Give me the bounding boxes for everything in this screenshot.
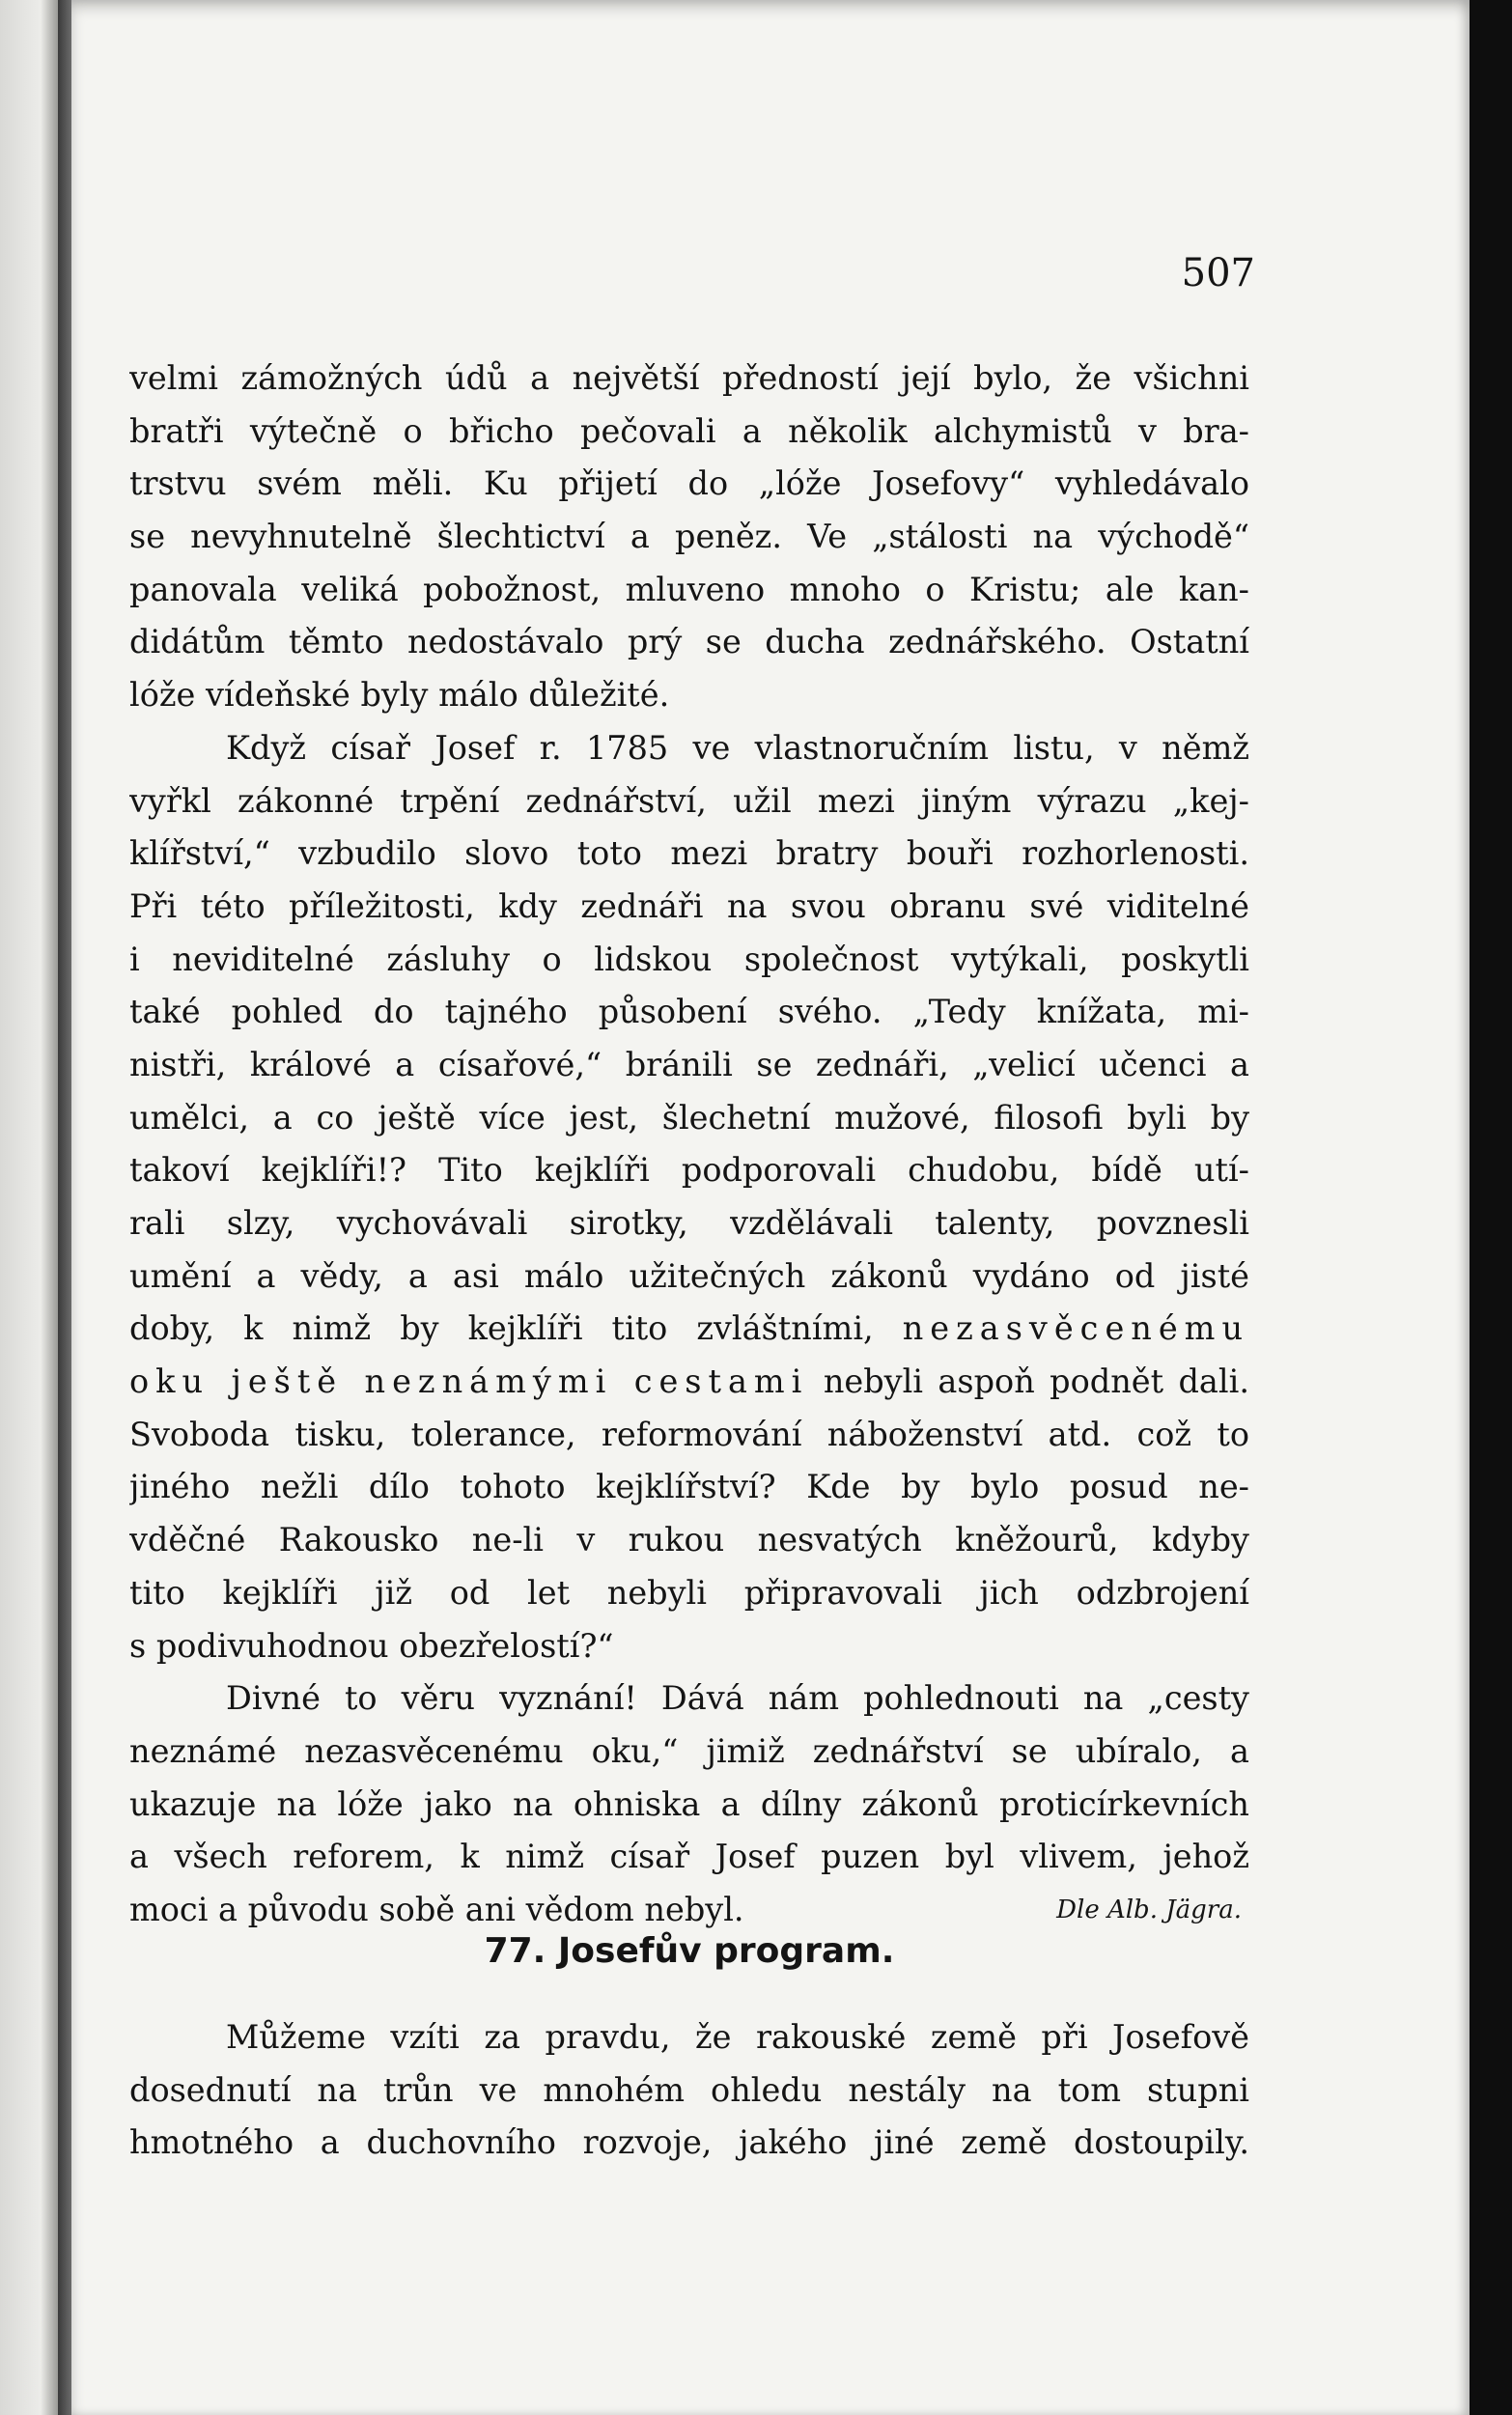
text-line: s podivuhodnou obezřelostí?“	[129, 1626, 614, 1665]
text-line: dosednutí na trůn ve mnohém ohledu nestály na tom stupni	[129, 2070, 1249, 2109]
text-line: trstvu svém měli. Ku přijetí do „lóže Josefovy“ vyhledávalo	[129, 464, 1249, 503]
text-line: bratři výtečně o břicho pečovali a několik alchymistů v bra-	[129, 411, 1249, 450]
text-line: vděčné Rakousko ne-li v rukou nesvatých kněžourů, kdyby	[129, 1521, 1249, 1559]
text-line: Když císař Josef r. 1785 ve vlastnoručním listu, v němž	[226, 728, 1249, 767]
text-segment: doby, k nimž by kejklíři tito zvláštními,	[129, 1309, 874, 1348]
text-line: umění a vědy, a asi málo užitečných zákonů vydáno od jisté	[129, 1256, 1249, 1295]
text-line-with-citation	[129, 1884, 1249, 1937]
left-page-edge	[0, 0, 58, 2415]
text-line: se nevyhnutelně šlechtictví a peněz. Ve „stálosti na východě“	[129, 518, 1249, 556]
text-line: lóže vídeňské byly málo důležité.	[129, 676, 670, 715]
body-text	[129, 352, 1249, 1937]
text-line: vyřkl zákonné trpění zednářství, užil mezi jiným výrazu „kej-	[129, 781, 1249, 820]
text-line: umělci, a co ještě více jest, šlechetní mužové, filosofi byli by	[129, 1098, 1249, 1137]
text-line: takoví kejklíři!? Tito kejklíři podporovali chudobu, bídě utí-	[129, 1151, 1249, 1190]
text-line: Divné to věru vyznání! Dává nám pohlednouti na „cesty	[226, 1679, 1249, 1718]
text-line: ukazuje na lóže jako na ohniska a dílny zákonů proticírkevních	[129, 1784, 1249, 1823]
text-line: hmotného a duchovního rozvoje, jakého jiné země dostoupily.	[129, 2123, 1249, 2162]
scan-border	[1470, 0, 1512, 2415]
spaced-emphasis: oku ještě neznámými cestami	[129, 1362, 809, 1401]
text-line: rali slzy, vychovávali sirotky, vzdělávali talenty, povznesli	[129, 1204, 1249, 1242]
section-text	[129, 2011, 1249, 2170]
spaced-emphasis: nezasvěcenému	[902, 1309, 1249, 1348]
page-number: 507	[1181, 251, 1255, 295]
text-line: jiného nežli dílo tohoto kejklířství? Kde by bylo posud ne-	[129, 1468, 1249, 1506]
text-line: nistři, králové a císařové,“ bránili se zednáři, „velicí učenci a	[129, 1045, 1249, 1083]
text-line: klířství,“ vzbudilo slovo toto mezi bratry bouři rozhorlenosti.	[129, 834, 1249, 873]
text-line-mixed	[129, 1356, 1249, 1409]
text-line: Svoboda tisku, tolerance, reformování náboženství atd. což to	[129, 1415, 1249, 1453]
section-heading: 77. Josefův program.	[484, 1931, 895, 1971]
text-line: Při této příležitosti, kdy zednáři na svou obranu své viditelné	[129, 886, 1249, 925]
text-line: také pohled do tajného působení svého. „Tedy knížata, mi-	[129, 993, 1249, 1031]
text-line: a všech reforem, k nimž císař Josef puzen byl vlivem, jehož	[129, 1838, 1249, 1876]
text-line: velmi zámožných údů a největší předností její bylo, že všichni	[129, 359, 1249, 397]
text-segment: moci a původu sobě ani vědom nebyl.	[129, 1890, 744, 1928]
text-line: neznámé nezasvěcenému oku,“ jimiž zednářství se ubíralo, a	[129, 1731, 1249, 1770]
text-line: panovala veliká pobožnost, mluveno mnoho o Kristu; ale kan-	[129, 570, 1249, 608]
text-line-mixed	[129, 1303, 1249, 1356]
text-line: Můžeme vzíti za pravdu, že rakouské země při Josefově	[226, 2018, 1249, 2056]
text-line: i neviditelné zásluhy o lidskou společnost vytýkali, poskytli	[129, 940, 1249, 978]
text-line: tito kejklíři již od let nebyli připravovali jich odzbrojení	[129, 1573, 1249, 1612]
text-segment: nebyli aspoň podnět dali.	[823, 1362, 1249, 1401]
text-line: didátům těmto nedostávalo prý se ducha zednářského. Ostatní	[129, 623, 1249, 661]
citation: Dle Alb. Jägra.	[1056, 1895, 1242, 1924]
binding-shadow	[58, 0, 71, 2415]
